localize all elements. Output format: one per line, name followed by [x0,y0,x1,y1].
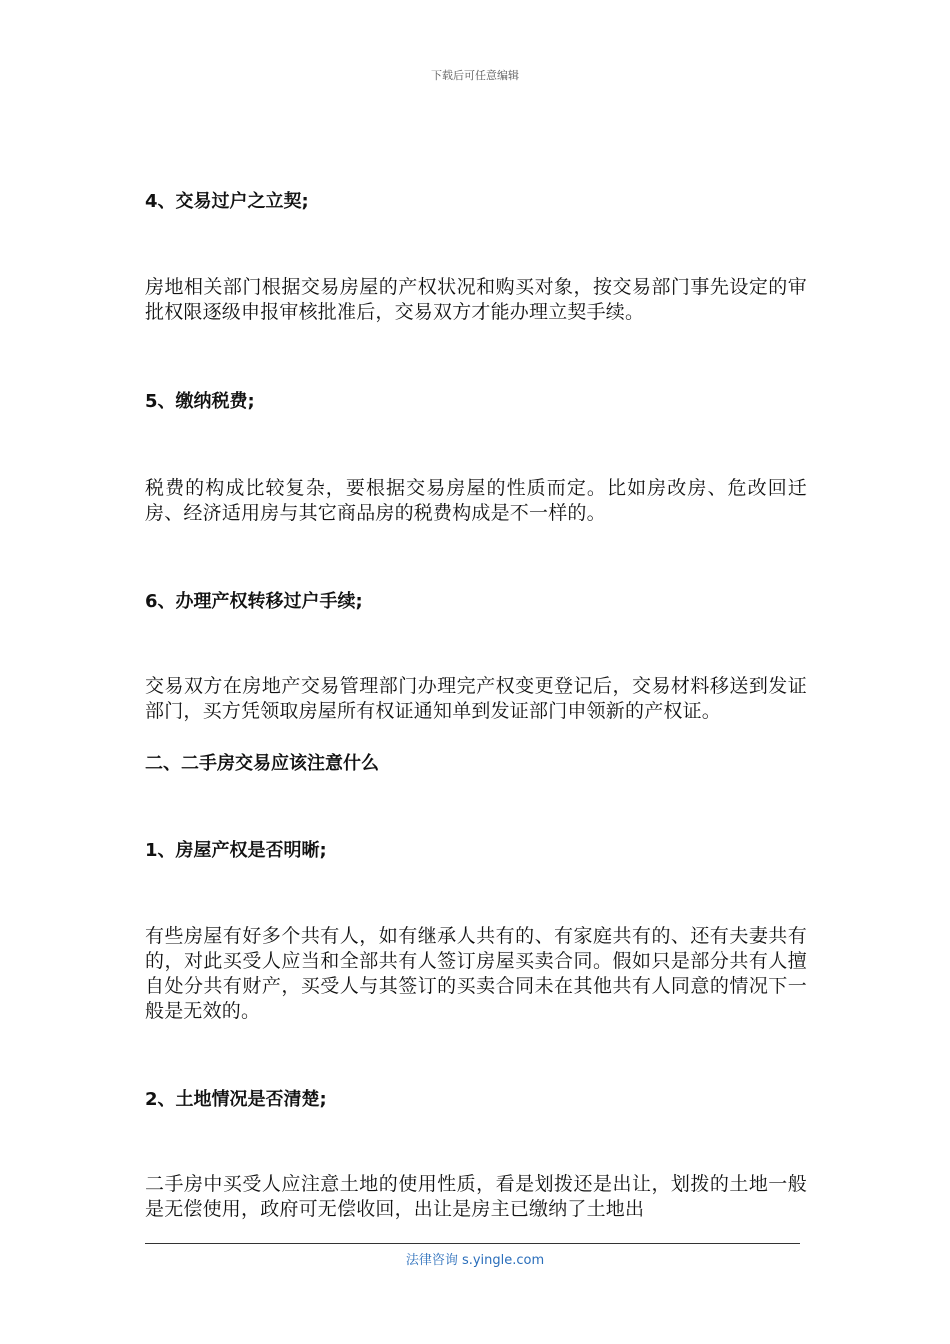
section-heading-4: 4、交易过户之立契; [145,191,309,212]
footer-divider [145,1243,800,1244]
section-paragraph-5: 税费的构成比较复杂，要根据交易房屋的性质而定。比如房改房、危改回迁房、经济适用房与其它商品房的税费构成是不一样的。 [145,477,807,524]
section-heading-2: 2、土地情况是否清楚; [145,1089,327,1110]
section-heading-1: 1、房屋产权是否明晰; [145,840,327,861]
section-paragraph-2: 二手房中买受人应注意土地的使用性质，看是划拨还是出让，划拨的土地一般是无偿使用，政府可无偿收回，出让是房主已缴纳了土地出 [145,1173,807,1220]
section-heading-6: 6、办理产权转移过户手续; [145,591,363,612]
section-paragraph-4: 房地相关部门根据交易房屋的产权状况和购买对象，按交易部门事先设定的审批权限逐级申报审核批准后，交易双方才能办理立契手续。 [145,276,807,323]
section-heading-5: 5、缴纳税费; [145,391,255,412]
section-heading-part-2: 二、二手房交易应该注意什么 [145,753,379,774]
header-note: 下载后可任意编辑 [431,69,519,82]
section-paragraph-1: 有些房屋有好多个共有人，如有继承人共有的、有家庭共有的、还有夫妻共有的，对此买受人应当和全部共有人签订房屋买卖合同。假如只是部分共有人擅自处分共有财产，买受人与其签订的买卖合同未在其他共有人同意的情况下一般是无效的。 [145,925,807,1022]
footer-link[interactable]: 法律咨询 s.yingle.com [405,1253,545,1268]
section-paragraph-6: 交易双方在房地产交易管理部门办理完产权变更登记后，交易材料移送到发证部门，买方凭领取房屋所有权证通知单到发证部门申领新的产权证。 [145,675,807,722]
